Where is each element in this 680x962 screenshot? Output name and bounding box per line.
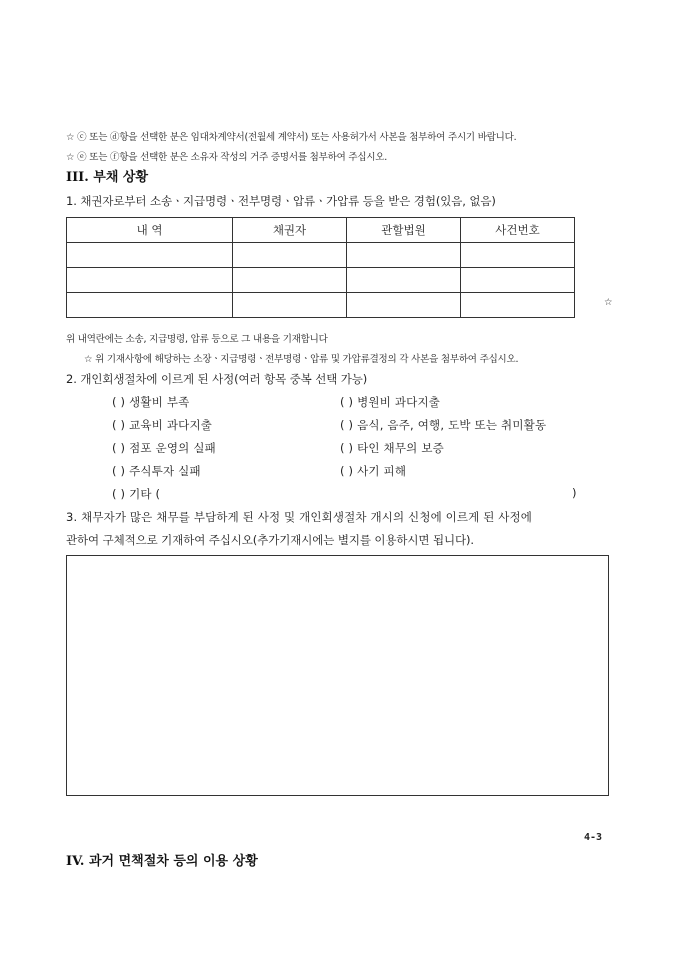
cell-details[interactable] [67,268,233,293]
header-court: 관할법원 [347,218,461,243]
option-fraud[interactable]: ( ) 사기 피해 [340,464,407,478]
table-row [67,293,575,318]
cell-creditor[interactable] [233,243,347,268]
cell-court[interactable] [347,243,461,268]
cell-case-number[interactable] [461,268,575,293]
question-1: 1. 채권자로부터 소송ㆍ지급명령ㆍ전부명령ㆍ압류ㆍ가압류 등을 받은 경험(있음, 없음) [66,194,496,208]
circumstances-textarea[interactable] [66,555,609,796]
option-other-close: ) [572,486,577,500]
note-lease-contract: ☆ ⓒ 또는 ⓓ항을 선택한 분은 임대차계약서(전월세 계약서) 또는 사용허가서 사본을 첨부하여 주시기 바랍니다. [66,132,517,143]
header-case-number: 사건번호 [461,218,575,243]
header-creditor: 채권자 [233,218,347,243]
table-row [67,243,575,268]
option-other[interactable]: ( ) 기타 ( [112,487,161,501]
side-star: ☆ [604,297,613,308]
header-details: 내 역 [67,218,233,243]
section-4-title: IV. 과거 면책절차 등의 이용 상황 [66,854,258,869]
option-medical-expenses[interactable]: ( ) 병원비 과다지출 [340,395,441,409]
table-header-row [67,218,575,243]
cell-case-number[interactable] [461,293,575,318]
question-3-line-2: 관하여 구체적으로 기재하여 주십시오(추가기재시에는 별지를 이용하시면 됩니다). [66,533,474,547]
option-leisure-gambling[interactable]: ( ) 음식, 음주, 여행, 도박 또는 취미활동 [340,418,547,432]
option-guarantee[interactable]: ( ) 타인 채무의 보증 [340,441,444,455]
cell-court[interactable] [347,268,461,293]
page-number: 4-3 [584,832,603,843]
question-3-line-1: 3. 채무자가 많은 채무를 부담하게 된 사정 및 개인회생절차 개시의 신청에 이르게 된 사정에 [66,510,533,524]
cell-court[interactable] [347,293,461,318]
note-table-instructions: 위 내역란에는 소송, 지급명령, 압류 등으로 그 내용을 기재합니다 [66,334,328,345]
question-2: 2. 개인회생절차에 이르게 된 사정(여러 항목 중복 선택 가능) [66,372,368,386]
option-education-expenses[interactable]: ( ) 교육비 과다지출 [112,418,213,432]
debt-history-table [66,217,575,318]
note-attach-copies: ☆ 위 기재사항에 해당하는 소장ㆍ지급명령ㆍ전부명령ㆍ압류 및 가압류결정의 각 사본을 첨부하여 주십시오. [84,354,519,365]
cell-creditor[interactable] [233,293,347,318]
section-3-title: III. 부채 상황 [66,170,149,185]
note-residence-certificate: ☆ ⓔ 또는 ⓕ항을 선택한 분은 소유자 작성의 거주 증명서를 첨부하여 주십시오. [66,152,388,163]
cell-details[interactable] [67,243,233,268]
table-row [67,268,575,293]
cell-case-number[interactable] [461,243,575,268]
cell-creditor[interactable] [233,268,347,293]
option-living-expenses[interactable]: ( ) 생활비 부족 [112,395,190,409]
option-stock-loss[interactable]: ( ) 주식투자 실패 [112,464,201,478]
cell-details[interactable] [67,293,233,318]
option-business-failure[interactable]: ( ) 점포 운영의 실패 [112,441,216,455]
